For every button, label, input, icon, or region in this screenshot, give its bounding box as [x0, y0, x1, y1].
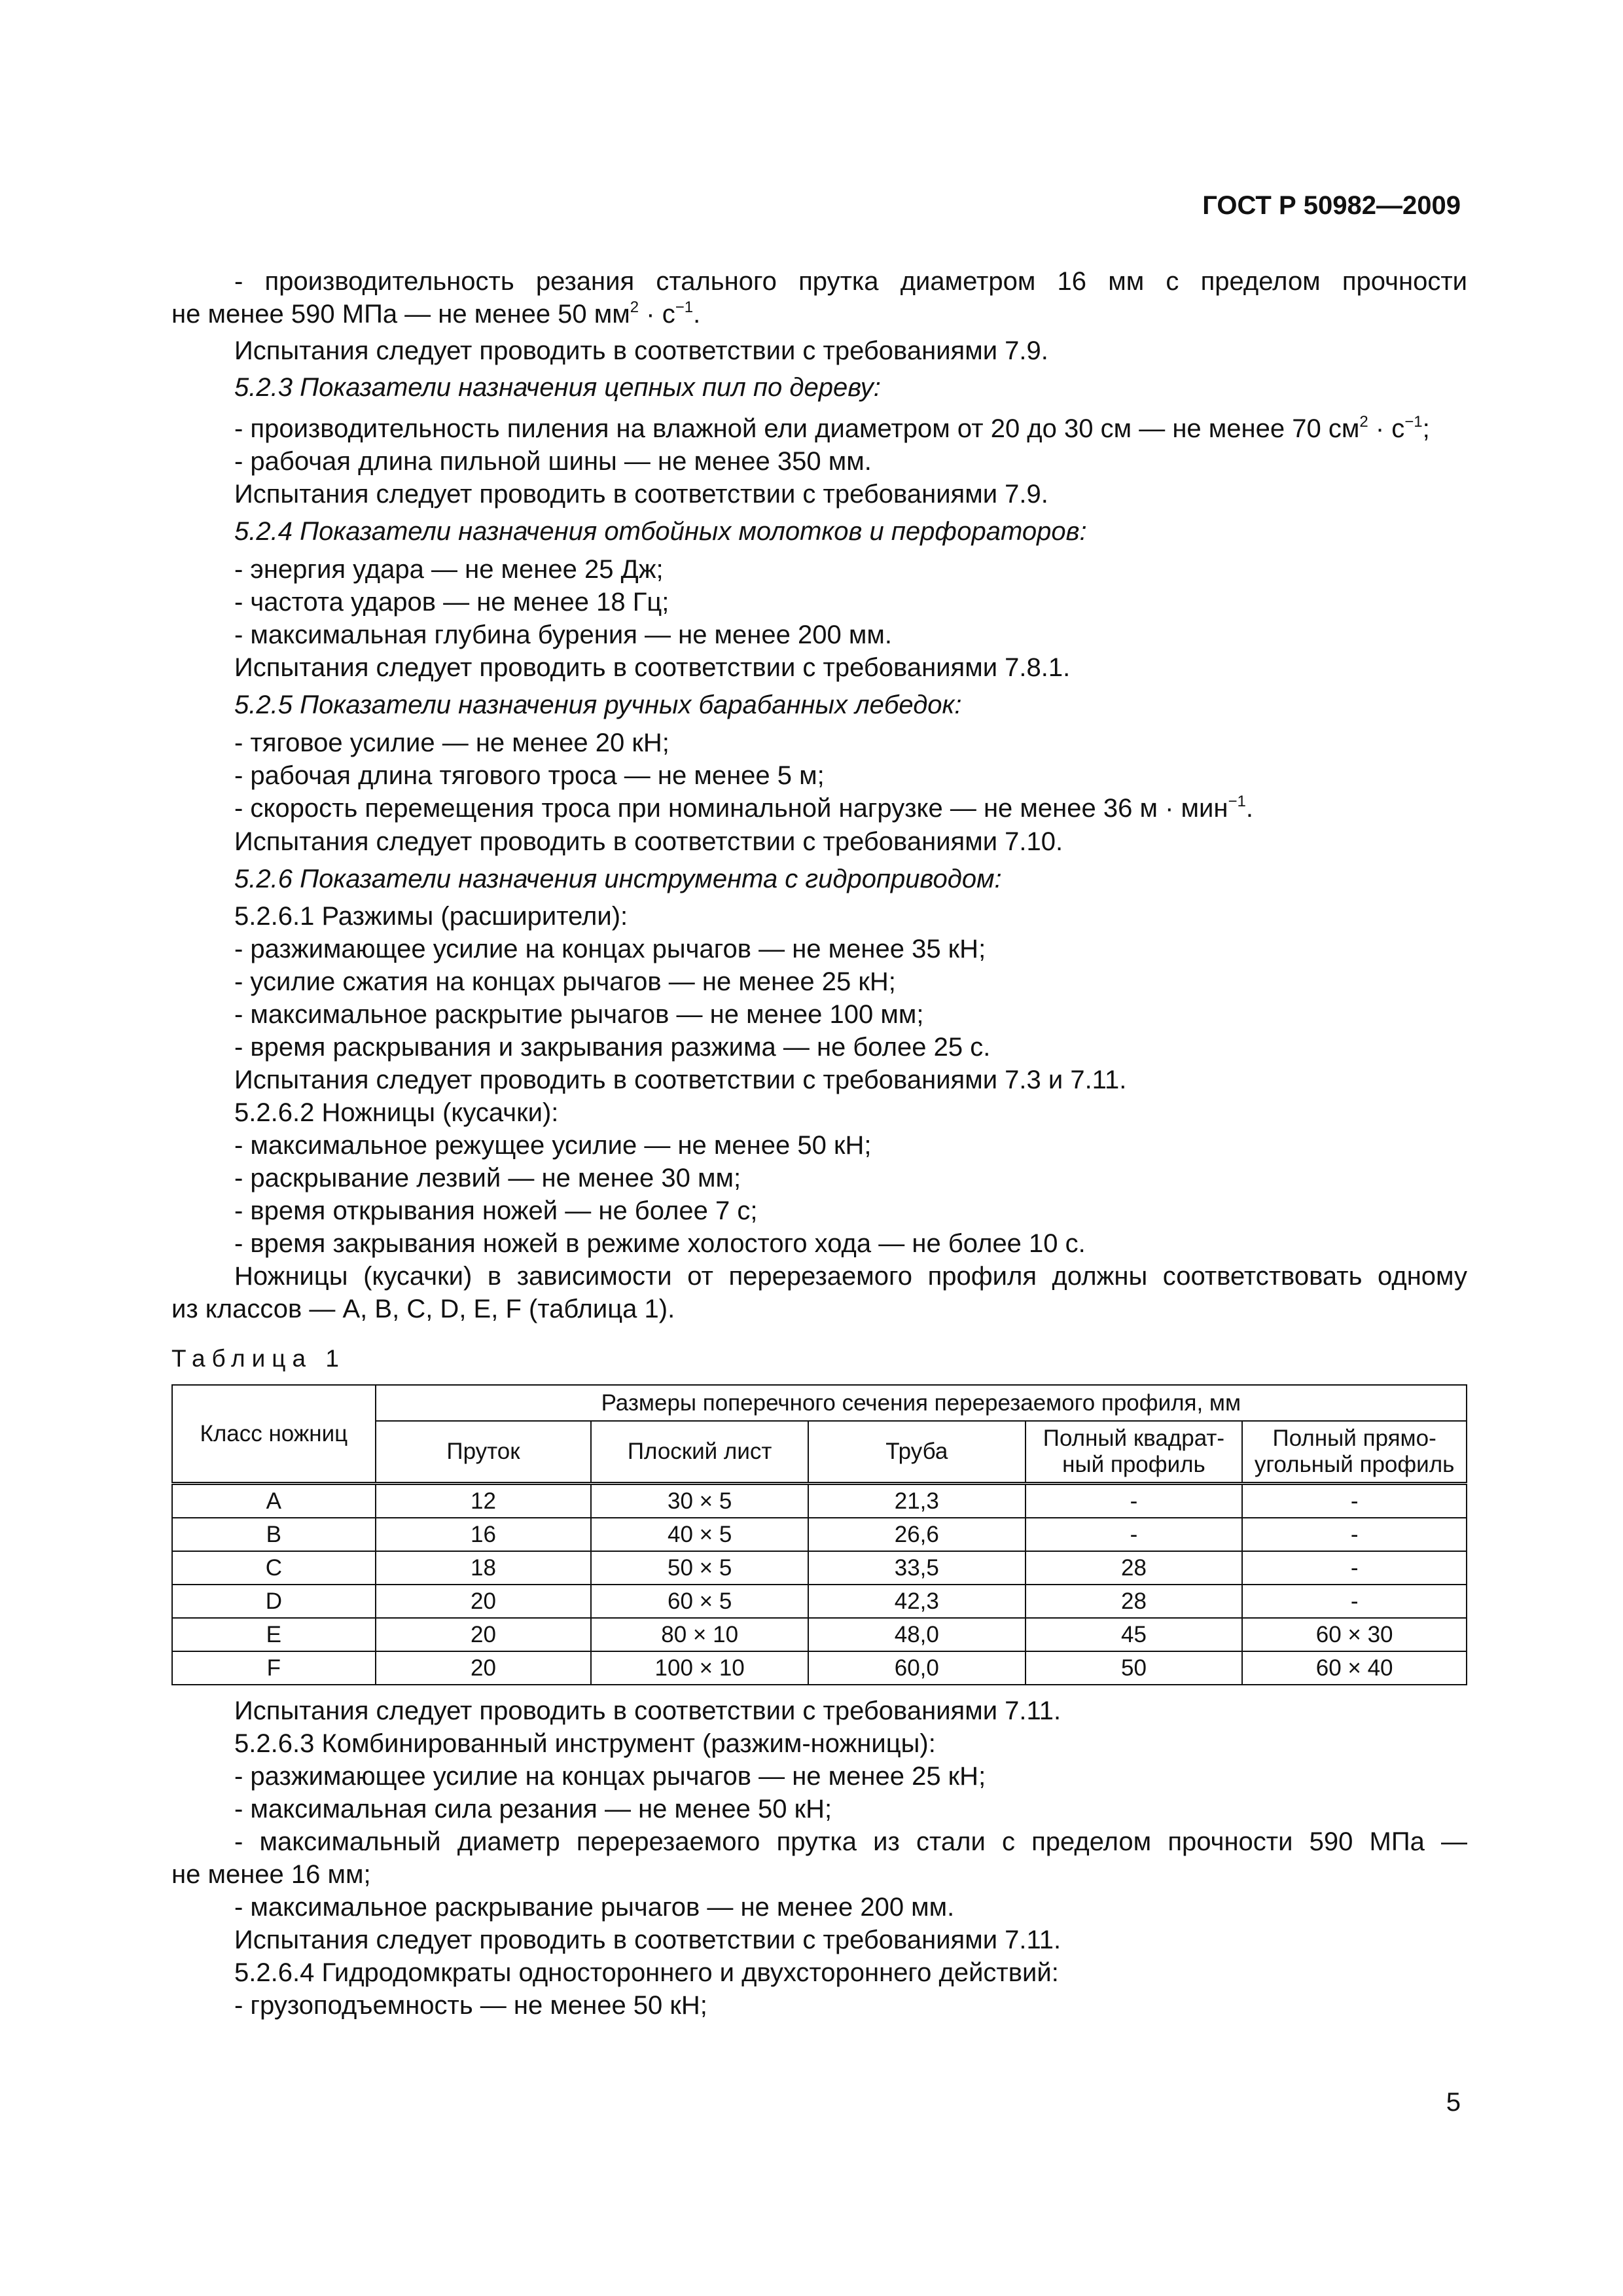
- column-header-class: Класс ножниц: [172, 1385, 376, 1484]
- table-cell: 60,0: [808, 1651, 1026, 1685]
- table-caption: Таблица 1: [171, 1345, 346, 1372]
- page-number: 5: [1446, 2088, 1461, 2117]
- paragraph-line: Испытания следует проводить в соответствии с требованиями 7.8.1.: [234, 653, 1071, 682]
- paragraph-line: Испытания следует проводить в соответствии с требованиями 7.10.: [234, 827, 1063, 856]
- paragraph-line: Испытания следует проводить в соответствии с требованиями 7.9.: [234, 336, 1048, 365]
- paragraph-line: - энергия удара — не менее 25 Дж;: [234, 555, 664, 584]
- table-cell: 16: [376, 1518, 592, 1551]
- table-row: [172, 1484, 1467, 1518]
- table-cell: 50: [1026, 1651, 1243, 1685]
- paragraph-line: - раскрывание лезвий — не менее 30 мм;: [234, 1164, 741, 1193]
- table-cell: A: [172, 1484, 376, 1518]
- paragraph-line: Ножницы (кусачки) в зависимости от перерезаемого профиля должны соответствовать одному: [234, 1262, 1467, 1291]
- paragraph-line: Испытания следует проводить в соответствии с требованиями 7.3 и 7.11.: [234, 1066, 1127, 1094]
- paragraph-line: - скорость перемещения троса при номинальной нагрузке — не менее 36 м · мин$^{-1}$.: [234, 793, 1253, 823]
- paragraph-line: - рабочая длина тягового троса — не менее 5 м;: [234, 761, 825, 790]
- column-header: Полный квадрат- ный профиль: [1026, 1421, 1243, 1484]
- table-cell: 20: [376, 1585, 592, 1618]
- paragraph-line: - усилие сжатия на концах рычагов — не менее 25 кН;: [234, 967, 896, 996]
- table-cell: B: [172, 1518, 376, 1551]
- table-cell: 60 × 30: [1242, 1618, 1467, 1651]
- table-cell: 50 × 5: [591, 1551, 808, 1585]
- table-cell: -: [1026, 1518, 1243, 1551]
- table-cell: 28: [1026, 1551, 1243, 1585]
- paragraph-line: 5.2.6.3 Комбинированный инструмент (разжим-ножницы):: [234, 1729, 936, 1758]
- paragraph-line: 5.2.6.1 Разжимы (расширители):: [234, 902, 628, 931]
- table-cell: 60 × 5: [591, 1585, 808, 1618]
- paragraph-line: - время открывания ножей — не более 7 с;: [234, 1196, 758, 1225]
- section-heading: 5.2.4 Показатели назначения отбойных молотков и перфораторов:: [234, 517, 1087, 546]
- table-row: [172, 1618, 1467, 1651]
- paragraph-line: не менее 590 МПа — не менее 50 $мм^2 \cdot с^{-1}$.: [171, 298, 701, 329]
- paragraph-line: - максимальное раскрывание рычагов — не менее 200 мм.: [234, 1893, 955, 1922]
- document-code: ГОСТ Р 50982—2009: [1202, 191, 1461, 220]
- table-cell: 42,3: [808, 1585, 1026, 1618]
- paragraph-line: - грузоподъемность — не менее 50 кН;: [234, 1991, 707, 2020]
- section-heading: 5.2.6 Показатели назначения инструмента с гидроприводом:: [234, 865, 1002, 893]
- paragraph-line: - максимальная сила резания — не менее 50 кН;: [234, 1795, 832, 1823]
- table-cell: 100 × 10: [591, 1651, 808, 1685]
- paragraph-line: - производительность пиления на влажной ели диаметром от 20 до 30 см — не менее 70 $см^2 \cdot с^{-1}$;: [234, 413, 1430, 443]
- table-cell: 48,0: [808, 1618, 1026, 1651]
- table-cell: 18: [376, 1551, 592, 1585]
- table-row: [172, 1651, 1467, 1685]
- profile-sizes-table: [171, 1384, 1467, 1685]
- table-cell: D: [172, 1585, 376, 1618]
- table-cell: -: [1242, 1518, 1467, 1551]
- table-cell: E: [172, 1618, 376, 1651]
- table-cell: 28: [1026, 1585, 1243, 1618]
- paragraph-line: из классов — A, B, C, D, E, F (таблица 1).: [171, 1295, 675, 1323]
- table-cell: 40 × 5: [591, 1518, 808, 1551]
- paragraph-line: - максимальная глубина бурения — не менее 200 мм.: [234, 620, 892, 649]
- column-group-header: Размеры поперечного сечения перерезаемого профиля, мм: [376, 1385, 1467, 1421]
- table-cell: F: [172, 1651, 376, 1685]
- paragraph-line: 5.2.6.4 Гидродомкраты одностороннего и двухстороннего действий:: [234, 1958, 1059, 1987]
- table-cell: -: [1026, 1484, 1243, 1518]
- table-cell: 26,6: [808, 1518, 1026, 1551]
- column-header: Полный прямо- угольный профиль: [1242, 1421, 1467, 1484]
- table-cell: 20: [376, 1651, 592, 1685]
- table-cell: -: [1242, 1484, 1467, 1518]
- table-cell: 30 × 5: [591, 1484, 808, 1518]
- table-cell: -: [1242, 1551, 1467, 1585]
- paragraph-line: - максимальное раскрытие рычагов — не менее 100 мм;: [234, 1000, 924, 1029]
- column-header: Плоский лист: [591, 1421, 808, 1484]
- paragraph-line: - время закрывания ножей в режиме холостого хода — не более 10 с.: [234, 1229, 1086, 1258]
- paragraph-line: - время раскрывания и закрывания разжима — не более 25 с.: [234, 1033, 991, 1062]
- paragraph-line: не менее 16 мм;: [171, 1860, 371, 1889]
- paragraph-line: Испытания следует проводить в соответствии с требованиями 7.9.: [234, 480, 1048, 509]
- paragraph-line: - разжимающее усилие на концах рычагов — не менее 25 кН;: [234, 1762, 986, 1791]
- paragraph-line: - разжимающее усилие на концах рычагов — не менее 35 кН;: [234, 935, 986, 963]
- paragraph-line: Испытания следует проводить в соответствии с требованиями 7.11.: [234, 1696, 1061, 1725]
- column-header: Пруток: [376, 1421, 592, 1484]
- paragraph-line: - рабочая длина пильной шины — не менее 350 мм.: [234, 447, 872, 476]
- table-row: [172, 1585, 1467, 1618]
- table-cell: 12: [376, 1484, 592, 1518]
- table-cell: C: [172, 1551, 376, 1585]
- table-row: [172, 1551, 1467, 1585]
- section-heading: 5.2.3 Показатели назначения цепных пил по дереву:: [234, 373, 881, 402]
- table-cell: 20: [376, 1618, 592, 1651]
- column-header: Труба: [808, 1421, 1026, 1484]
- paragraph-line: - производительность резания стального прутка диаметром 16 мм с пределом прочности: [234, 267, 1467, 296]
- table-cell: 60 × 40: [1242, 1651, 1467, 1685]
- paragraph-line: - максимальный диаметр перерезаемого прутка из стали с пределом прочности 590 МПа —: [234, 1827, 1467, 1856]
- section-heading: 5.2.5 Показатели назначения ручных барабанных лебедок:: [234, 691, 962, 719]
- paragraph-line: - тяговое усилие — не менее 20 кН;: [234, 728, 669, 757]
- table-cell: 21,3: [808, 1484, 1026, 1518]
- table-cell: 45: [1026, 1618, 1243, 1651]
- table-row: [172, 1518, 1467, 1551]
- table-cell: -: [1242, 1585, 1467, 1618]
- paragraph-line: - максимальное режущее усилие — не менее 50 кН;: [234, 1131, 872, 1160]
- paragraph-line: - частота ударов — не менее 18 Гц;: [234, 588, 669, 617]
- table-cell: 80 × 10: [591, 1618, 808, 1651]
- paragraph-line: Испытания следует проводить в соответствии с требованиями 7.11.: [234, 1926, 1061, 1954]
- paragraph-line: 5.2.6.2 Ножницы (кусачки):: [234, 1098, 559, 1127]
- table-cell: 33,5: [808, 1551, 1026, 1585]
